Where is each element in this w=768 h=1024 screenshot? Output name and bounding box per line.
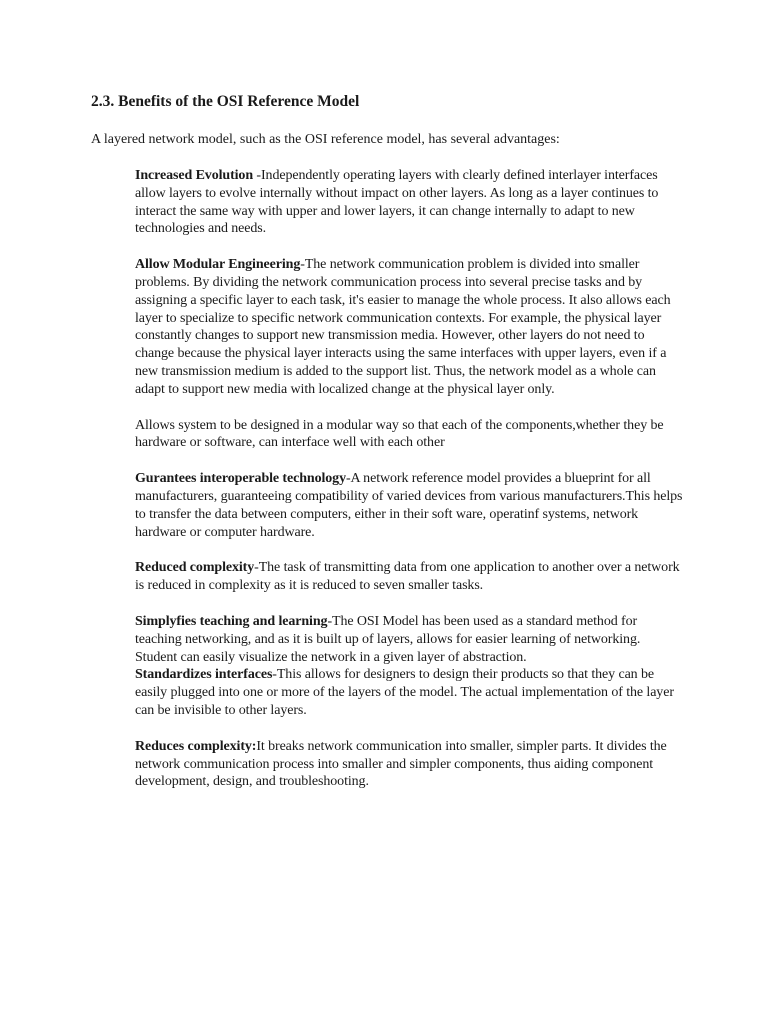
benefit-text: -A network reference model provides a blueprint for all manufacturers, guaranteeing compatibility of varied devices from various manufacturers.This helps to transfer the data between computers, either in their soft ware, operatinf systems, network hardware or computer hardware. [135,471,683,540]
benefit-text: It breaks network communication into smaller, simpler parts. It divides the network communication process into smaller and simpler components, thus aiding component development, design, and troubleshooting. [135,738,667,790]
benefit-text: -This allows for designers to design their products so that they can be easily plugged into one or more of the layers of the model. The actual implementation of the layer can be invisible to other layers. [135,667,674,718]
benefit-modular-design [135,417,683,453]
benefits-list [135,167,683,809]
benefit-reduces-complexity [135,738,683,791]
benefit-reduced-complexity [135,559,683,595]
benefit-text: -The task of transmitting data from one application to another over a network is reduced in complexity as it is reduced to seven smaller tasks. [135,560,680,594]
benefit-text: -Independently operating layers with clearly defined interlayer interfaces allow layers to evolve internally without impact on other layers. As long as a layer continues to interact the same way with upper and lower layers, it can change internally to adapt to new technologies and needs. [135,168,659,237]
benefit-teaching-learning [135,613,683,666]
benefit-increased-evolution [135,167,683,238]
benefit-modular-engineering [135,256,683,398]
benefit-term: Gurantees interoperable technology [135,471,346,487]
benefit-term: Reduced complexity [135,560,255,576]
benefit-term: Increased Evolution [135,168,254,183]
benefit-text: -The OSI Model has been used as a standard method for teaching networking, and as it is built up of layers, allows for easier learning of networking. Student can easily visualize the network in a given layer of abstraction. [135,613,641,665]
benefit-term: Allow Modular Engineering [135,257,301,273]
benefit-term: Standardizes interfaces [135,667,273,683]
intro-paragraph: A layered network model, such as the OSI reference model, has several advantages: [91,132,560,147]
section-heading: 2.3. Benefits of the OSI Reference Model [91,93,360,110]
benefit-text: Allows system to be designed in a modular way so that each of the components,whether they be hardware or software, can interface well with each other [135,417,664,451]
benefit-term: Simplyfies teaching and learning [135,613,328,629]
benefit-interoperability [135,470,683,541]
benefit-standardizes-interfaces [135,666,683,719]
benefit-term: Reduces complexity: [135,738,257,754]
benefit-text: -The network communication problem is divided into smaller problems. By dividing the network communication process into several precise tasks and by assigning a specific layer to each task, it's easier to manage the whole process. It also allows each layer to specialize to specific network communication contexts. For example, the physical layer constantly changes to support new transmission media. However, other layers do not need to change because the physical layer interacts using the same interfaces with upper layers, even if a new transmission medium is added to the support list. Thus, the network model as a whole can adapt to support new media with localized change at the physical layer only. [135,257,671,397]
